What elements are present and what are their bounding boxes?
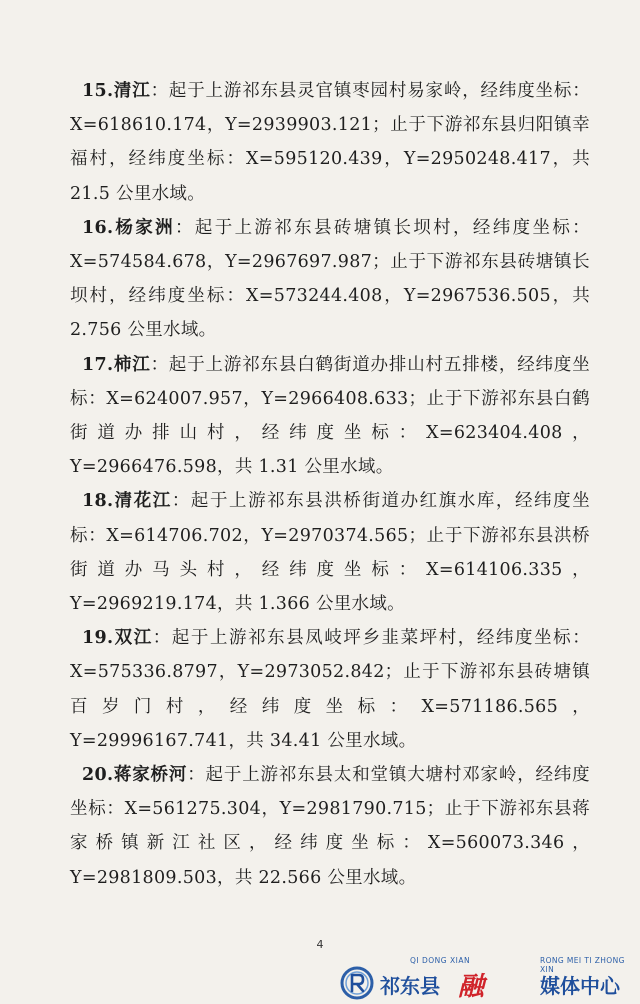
entry-15 xyxy=(70,74,590,211)
river-name: 双江 xyxy=(113,628,153,649)
entry-number: 20. xyxy=(82,765,114,786)
pinyin-center: RONG MEI TI ZHONG XIN xyxy=(540,956,625,974)
entry-text: ：起于上游祁东县凤岐坪乡韭菜坪村，经纬度坐标：X=575336.8797，Y=2973052.842；止于下游祁东县砖塘镇百岁门村，经纬度坐标：X=571186.565，Y=29996167.741，共 34.41 公里水域。 xyxy=(70,628,590,751)
entry-text: ：起于上游祁东县太和堂镇大塘村邓家岭，经纬度坐标：X=561275.304，Y=2981790.715；止于下游祁东县蒋家桥镇新江社区，经纬度坐标：X=560073.346，Y=2981809.503，共 22.566 公里水域。 xyxy=(70,765,590,888)
river-name: 清花江 xyxy=(113,491,172,512)
entry-number: 17. xyxy=(82,354,114,375)
river-name: 柿江 xyxy=(113,354,151,375)
county-name: 祁东县 xyxy=(380,974,440,998)
document-body xyxy=(70,74,590,895)
entry-16 xyxy=(70,211,590,348)
media-center-logo xyxy=(340,950,640,1004)
entry-text: ：起于上游祁东县洪桥街道办红旗水库，经纬度坐标：X=614706.702，Y=2970374.565；止于下游祁东县洪桥街道办马头村，经纬度坐标：X=614106.335，Y=2969219.174，共 1.366 公里水域。 xyxy=(70,491,590,615)
r-logo-icon xyxy=(340,966,374,1000)
entry-number: 19. xyxy=(82,628,114,649)
entry-19 xyxy=(70,621,590,758)
river-name: 清江 xyxy=(113,81,151,101)
entry-17 xyxy=(70,348,590,485)
entry-number: 15. xyxy=(82,81,114,101)
page-number: 4 xyxy=(316,938,324,951)
entry-text: ：起于上游祁东县白鹤街道办排山村五排楼，经纬度坐标：X=624007.957，Y=2966408.633；止于下游祁东县白鹤街道办排山村，经纬度坐标：X=623404.408，Y=2966476.598，共 1.31 公里水域。 xyxy=(70,354,590,478)
entry-text: ：起于上游祁东县砖塘镇长坝村，经纬度坐标：X=574584.678，Y=2967697.987；止于下游祁东县砖塘镇长坝村，经纬度坐标：X=573244.408，Y=2967536.505，共 2.756 公里水域。 xyxy=(70,217,590,341)
entry-text: ：起于上游祁东县灵官镇枣园村易家岭，经纬度坐标：X=618610.174，Y=2939903.121；止于下游祁东县归阳镇幸福村，经纬度坐标：X=595120.439，Y=2950248.417，共 21.5 公里水域。 xyxy=(70,81,590,204)
entry-18 xyxy=(70,484,590,621)
brand-mark: 融 xyxy=(458,972,485,1002)
river-name: 杨家洲 xyxy=(113,217,175,238)
media-center-name: 媒体中心 xyxy=(540,974,620,998)
pinyin-county: QI DONG XIAN xyxy=(410,956,471,965)
river-name: 蒋家桥河 xyxy=(113,765,188,786)
entry-number: 18. xyxy=(82,491,114,512)
entry-20 xyxy=(70,758,590,895)
entry-number: 16. xyxy=(82,217,114,238)
